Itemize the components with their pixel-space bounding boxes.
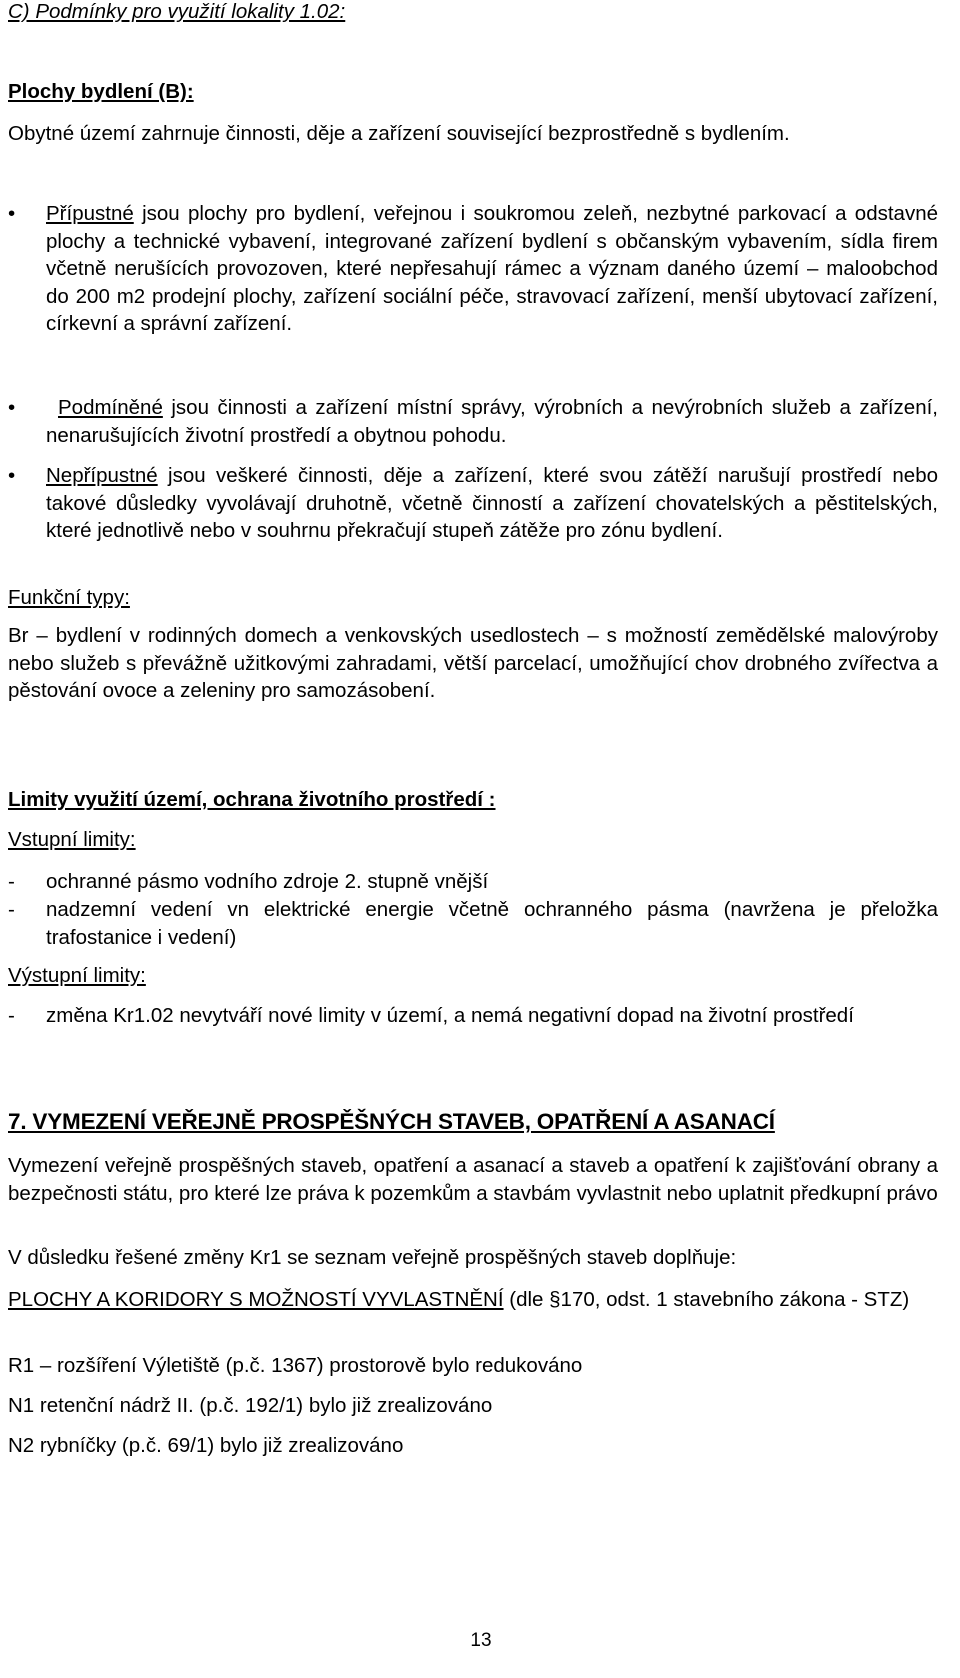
input-limit-1-text: ochranné pásmo vodního zdroje 2. stupně vnější: [46, 870, 489, 893]
input-limit-2: [8, 896, 938, 952]
conditional-label: Podmíněné: [58, 396, 163, 419]
dash-marker: -: [8, 1004, 15, 1027]
conditional-item: [8, 394, 938, 450]
housing-heading: Plochy bydlení (B):: [8, 80, 194, 103]
section7-paragraph-2: V důsledku řešené změny Kr1 se seznam veřejně prospěšných staveb doplňuje:: [8, 1246, 737, 1269]
permissible-item: [8, 200, 938, 338]
vps-item-r1: R1 – rozšíření Výletiště (p.č. 1367) prostorově bylo redukováno: [8, 1354, 583, 1377]
input-limit-1: [8, 868, 938, 896]
permissible-text: jsou plochy pro bydlení, veřejnou i soukromou zeleň, nezbytné parkovací a odstavné plochy a technické vybavení, integrované zařízení bydlení s občanským vybavením, sídla firem včetně nerušících provozoven, které nepřesahují rámec a význam daného území – maloobchod do 200 m2 prodejní plochy, zařízení sociální péče, stravovací zařízení, menší ubytovací zařízení, církevní a správní zařízení.: [46, 202, 938, 335]
input-limit-2-text: nadzemní vedení vn elektrické energie včetně ochranného pásma (navržena je přeložka trafostanice i vedení): [46, 898, 938, 949]
input-limits-label: Vstupní limity:: [8, 828, 136, 851]
limits-heading: Limity využití území, ochrana životního prostředí :: [8, 788, 496, 811]
bullet-icon: •: [8, 202, 16, 225]
conditional-paragraph: [46, 394, 938, 450]
vps-item-n1: N1 retenční nádrž II. (p.č. 192/1) bylo již zrealizováno: [8, 1394, 493, 1417]
section7-paragraph-1: Vymezení veřejně prospěšných staveb, opatření a asanací a staveb a opatření k zajišťování obrany a bezpečnosti státu, pro které lze práva k pozemkům a stavbám vyvlastnit nebo uplatnit předkupní právo: [8, 1154, 938, 1205]
expropriation-label: PLOCHY A KORIDORY S MOŽNOSTÍ VYVLASTNĚNÍ: [8, 1288, 504, 1311]
section7-paragraph-3: [8, 1286, 938, 1314]
permissible-paragraph: [46, 200, 938, 338]
br-paragraph: Br – bydlení v rodinných domech a venkovských usedlostech – s možností zemědělské malovýroby nebo služeb s převážně užitkovými zahradami, větší parcelací, umožňující chov drobného zvířectva a pěstování ovoce a zeleniny pro samozásobení.: [8, 624, 938, 702]
prohibited-text: jsou veškeré činnosti, děje a zařízení, které svou zátěží narušují prostředí nebo takové důsledky vyvolávají druhotně, včetně činností a zařízení chovatelských a pěstitelských, které jednotlivě nebo v souhrnu překračují stupeň zátěže pro zónu bydlení.: [46, 464, 938, 542]
output-limit-1-text: změna Kr1.02 nevytváří nové limity v území, a nemá negativní dopad na životní prostředí: [46, 1004, 854, 1027]
section-c-title: C) Podmínky pro využití lokality 1.02:: [8, 0, 346, 23]
expropriation-text: (dle §170, odst. 1 stavebního zákona - STZ): [503, 1288, 910, 1311]
permissible-label: Přípustné: [46, 202, 134, 225]
vps-item-n2: N2 rybníčky (p.č. 69/1) bylo již zrealizováno: [8, 1434, 404, 1457]
housing-intro: Obytné území zahrnuje činnosti, děje a zařízení související bezprostředně s bydlením.: [8, 122, 790, 145]
bullet-icon: •: [8, 464, 16, 487]
bullet-icon: •: [8, 396, 16, 419]
functional-types-label: Funkční typy:: [8, 586, 130, 609]
output-limit-1: [8, 1002, 938, 1030]
page-number: 13: [470, 1630, 492, 1651]
conditional-text: jsou činnosti a zařízení místní správy, výrobních a nevýrobních služeb a zařízení, nenarušujících životní prostředí a obytnou pohodu.: [46, 396, 938, 447]
prohibited-item: [8, 462, 938, 545]
dash-marker: -: [8, 898, 15, 921]
output-limits-label: Výstupní limity:: [8, 964, 146, 987]
dash-marker: -: [8, 870, 15, 893]
prohibited-label: Nepřípustné: [46, 464, 158, 487]
section7-heading: 7. VYMEZENÍ VEŘEJNĚ PROSPĚŠNÝCH STAVEB, OPATŘENÍ A ASANACÍ: [8, 1109, 775, 1134]
prohibited-paragraph: [46, 462, 938, 545]
